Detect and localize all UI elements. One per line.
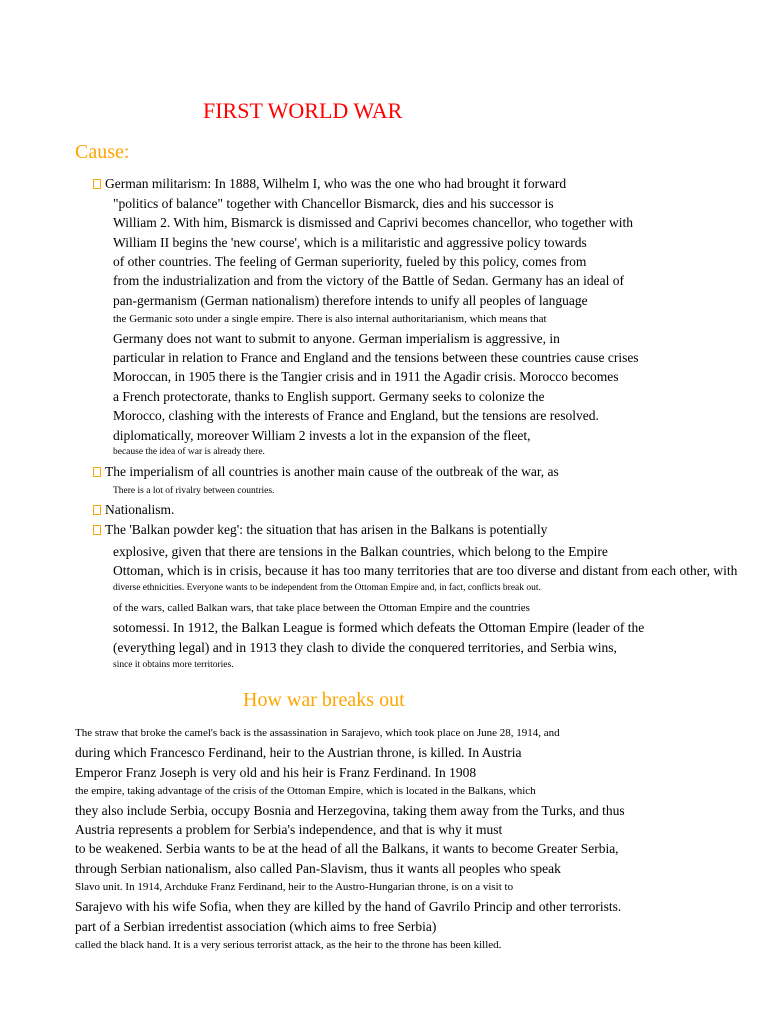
paragraph-line: "politics of balance" together with Chancellor Bismarck, dies and his successor is	[113, 196, 554, 211]
paragraph-line: diverse ethnicities. Everyone wants to be independent from the Ottoman Empire and, in fact, conflicts break out.	[113, 583, 541, 593]
paragraph-line: during which Francesco Ferdinand, heir to the Austrian throne, is killed. In Austria	[75, 745, 522, 760]
paragraph-line: of other countries. The feeling of German superiority, fueled by this policy, comes from	[113, 254, 587, 269]
cause-heading: Cause:	[75, 141, 130, 163]
paragraph-line: to be weakened. Serbia wants to be at the head of all the Balkans, it wants to become Greater Serbia,	[75, 841, 619, 856]
paragraph-line: from the industrialization and from the victory of the Battle of Sedan. Germany has an ideal of	[113, 273, 624, 288]
paragraph-line: called the black hand. It is a very serious terrorist attack, as the heir to the throne has been killed.	[75, 939, 502, 951]
paragraph-line: There is a lot of rivalry between countries.	[113, 486, 275, 496]
empty-box-icon	[93, 467, 101, 477]
bullet-text: The 'Balkan powder keg': the situation that has arisen in the Balkans is potentially	[105, 522, 548, 537]
bullet-text: The imperialism of all countries is another main cause of the outbreak of the war, as	[105, 464, 559, 479]
paragraph-line: because the idea of war is already there.	[113, 447, 265, 457]
bullet-text: German militarism: In 1888, Wilhelm I, who was the one who had brought it forward	[105, 176, 567, 191]
paragraph-line: Slavo unit. In 1914, Archduke Franz Ferdinand, heir to the Austro-Hungarian throne, is on a visit to	[75, 881, 514, 893]
empty-box-icon	[93, 525, 101, 535]
empty-box-icon	[93, 179, 101, 189]
paragraph-line: (everything legal) and in 1913 they clash to divide the conquered territories, and Serbia wins,	[113, 640, 617, 655]
paragraph-line: Sarajevo with his wife Sofia, when they are killed by the hand of Gavrilo Princip and other terrorists.	[75, 899, 622, 914]
paragraph-line: Austria represents a problem for Serbia's independence, and that is why it must	[75, 822, 503, 837]
paragraph-line: the Germanic soto under a single empire. There is also internal authoritarianism, which means that	[113, 313, 547, 325]
list-item	[93, 503, 174, 517]
how-war-breaks-out-heading: How war breaks out	[243, 689, 405, 711]
paragraph-line: a French protectorate, thanks to English support. Germany seeks to colonize the	[113, 389, 545, 404]
paragraph-line: William II begins the 'new course', which is a militaristic and aggressive policy towards	[113, 235, 587, 250]
paragraph-line: through Serbian nationalism, also called Pan-Slavism, thus it wants all peoples who speak	[75, 861, 561, 876]
paragraph-line: Morocco, clashing with the interests of France and England, but the tensions are resolved.	[113, 408, 599, 423]
page-title: FIRST WORLD WAR	[203, 98, 403, 123]
paragraph-line: Emperor Franz Joseph is very old and his heir is Franz Ferdinand. In 1908	[75, 765, 477, 780]
paragraph-line: sotomessi. In 1912, the Balkan League is formed which defeats the Ottoman Empire (leader of the	[113, 620, 645, 635]
paragraph-line: The straw that broke the camel's back is the assassination in Sarajevo, which took place on June 28, 1914, and	[75, 727, 560, 739]
paragraph-line: pan-germanism (German nationalism) therefore intends to unify all peoples of language	[113, 293, 588, 308]
list-item	[93, 177, 566, 191]
paragraph-line: diplomatically, moreover William 2 invests a lot in the expansion of the fleet,	[113, 428, 531, 443]
paragraph-line: they also include Serbia, occupy Bosnia and Herzegovina, taking them away from the Turks, and thus	[75, 803, 625, 818]
paragraph-line: the empire, taking advantage of the crisis of the Ottoman Empire, which is located in the Balkans, which	[75, 785, 536, 797]
paragraph-line: part of a Serbian irredentist association (which aims to free Serbia)	[75, 919, 437, 934]
empty-box-icon	[93, 505, 101, 515]
list-item	[93, 465, 559, 479]
paragraph-line: since it obtains more territories.	[113, 660, 234, 670]
bullet-text: Nationalism.	[105, 502, 175, 517]
paragraph-line: explosive, given that there are tensions in the Balkan countries, which belong to the Empire	[113, 544, 608, 559]
paragraph-line: Moroccan, in 1905 there is the Tangier crisis and in 1911 the Agadir crisis. Morocco becomes	[113, 369, 619, 384]
list-item	[93, 523, 547, 537]
paragraph-line: Germany does not want to submit to anyone. German imperialism is aggressive, in	[113, 331, 560, 346]
paragraph-line: Ottoman, which is in crisis, because it has too many territories that are too diverse and distant from each other, with	[113, 563, 738, 578]
paragraph-line: particular in relation to France and England and the tensions between these countries cause crises	[113, 350, 639, 365]
paragraph-line: of the wars, called Balkan wars, that take place between the Ottoman Empire and the countries	[113, 602, 530, 614]
paragraph-line: William 2. With him, Bismarck is dismissed and Caprivi becomes chancellor, who together with	[113, 215, 634, 230]
